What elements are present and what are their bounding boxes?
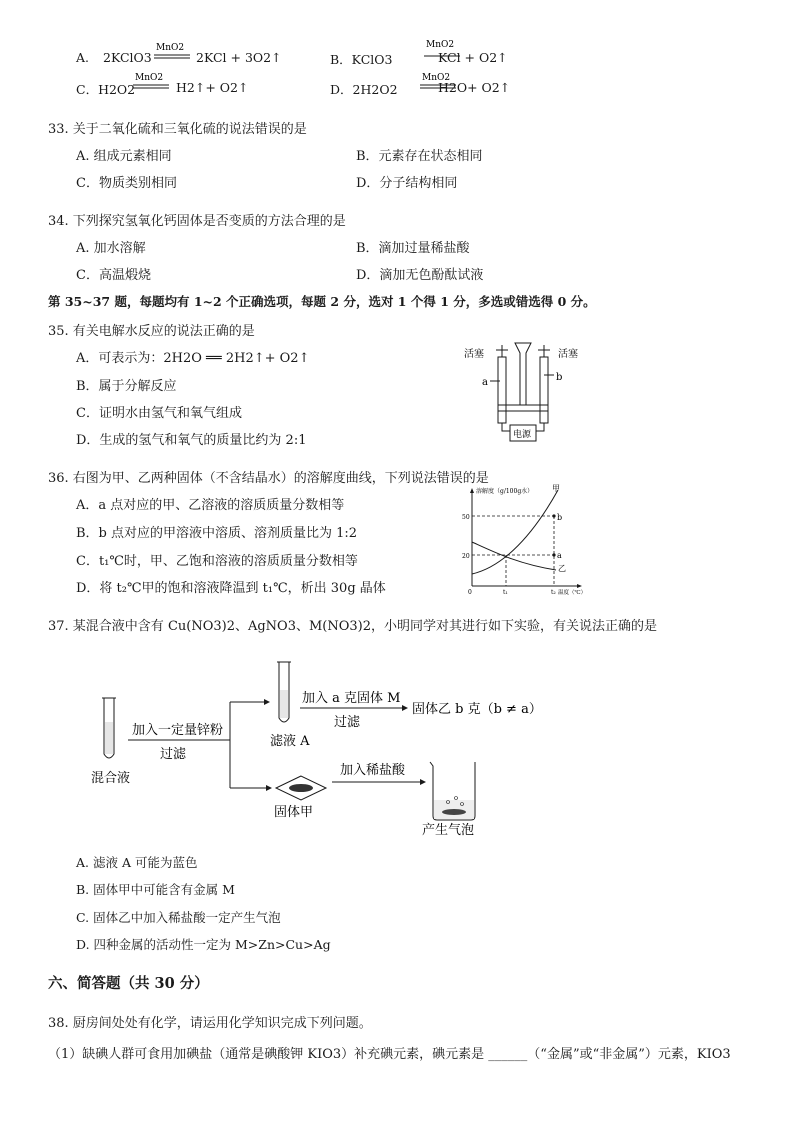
power-supply-label: 电源 [513,430,532,440]
q35-option-d: D．生成的氢气和氧气的质量比约为 2:1 [76,433,307,448]
q35-stem: 35. 有关电解水反应的说法正确的是 [48,324,255,339]
x-tick-0: 0 [468,589,472,596]
q32-option-a [76,50,152,65]
q33-option-c: C．物质类别相同 [76,176,177,191]
step2-top-label: 加入 a 克固体 M [302,691,401,706]
point-b-label: b [557,513,563,522]
solid-jia-label: 固体甲 [274,805,314,820]
q32-c-label: C．H2O2 [76,82,136,97]
q35-option-a: A．可表示为：2H2O ══ 2H2↑+ O2↑ [76,351,310,366]
q32-d-label: D．2H2O2 [330,82,398,97]
q32-a-catalyst: MnO2 [156,43,185,53]
tube-b-label: b [556,372,563,383]
section-6-heading: 六、简答题（共 30 分） [48,975,209,992]
q37-option-b: B. 固体甲中可能含有金属 M [76,882,235,897]
step1-bottom-label: 过滤 [160,747,187,762]
filtrate-label: 滤液 A [270,734,310,749]
q34-option-b: B．滴加过量稀盐酸 [356,241,470,256]
q32-a-arrow [154,40,190,66]
q32-d-catalyst: MnO2 [422,73,451,83]
q34-option-a: A. 加水溶解 [76,241,146,256]
q36-option-b: B．b 点对应的甲溶液中溶质、溶剂质量比为 1:2 [76,526,358,541]
valve-left-label: 活塞 [464,349,484,360]
valve-right-label: 活塞 [558,349,578,360]
q32-c-catalyst: MnO2 [135,73,164,83]
q37-option-d: D. 四种金属的活动性一定为 M>Zn>Cu>Ag [76,937,331,952]
step1-top-label: 加入一定量锌粉 [132,723,224,738]
q32-a-label: A. [76,50,90,65]
q33-option-d: D．分子结构相同 [356,176,458,191]
curve-jia-label: 甲 [552,484,560,493]
q32-a-left: 2KClO3 [103,50,152,65]
q36-stem: 36. 右图为甲、乙两种固体（不含结晶水）的溶解度曲线，下列说法错误的是 [48,471,489,486]
q33-option-b: B．元素存在状态相同 [356,149,483,164]
q38-stem: 38. 厨房间处处有化学，请运用化学知识完成下列问题。 [48,1016,372,1031]
y-tick-20: 20 [462,553,470,560]
q37-option-a: A. 滤液 A 可能为蓝色 [76,855,198,870]
tube-a-label: a [482,377,488,388]
q32-b-label: B．KClO3 [330,52,393,67]
q38-sub1: （1）缺碘人群可食用加碘盐（通常是碘酸钾 KIO3）补充碘元素，碘元素是 ______（“金属”或“非金属”）元素，KIO3 [48,1047,731,1062]
q36-option-d: D．将 t₂℃甲的饱和溶液降温到 t₁℃，析出 30g 晶体 [76,581,386,596]
point-a-label: a [557,551,562,560]
q37-stem: 37. 某混合液中含有 Cu(NO3)2、AgNO3、M(NO3)2，小明同学对其进行如下实验，有关说法正确的是 [48,619,658,634]
q36-option-a: A．a 点对应的甲、乙溶液的溶质质量分数相等 [76,498,345,513]
bubbles-label: 产生气泡 [422,823,475,838]
q36-option-c: C．t₁℃时，甲、乙饱和溶液的溶质质量分数相等 [76,554,358,569]
q32-a-right: 2KCl + 3O2↑ [196,50,282,65]
solubility-xlabel: 温度（℃） [558,590,587,596]
q32-c-arrow [133,70,169,96]
q37-option-c: C. 固体乙中加入稀盐酸一定产生气泡 [76,910,281,925]
step3-top-label: 加入稀盐酸 [340,763,406,778]
q33-stem: 33. 关于二氧化硫和三氧化硫的说法错误的是 [48,122,307,137]
q35-option-c: C．证明水由氢气和氧气组成 [76,406,242,421]
q34-option-c: C．高温煅烧 [76,268,151,283]
q34-stem: 34. 下列探究氢氧化钙固体是否变质的方法合理的是 [48,214,346,229]
x-tick-t1: t₁ [503,589,508,596]
x-tick-t2: t₂ [551,589,556,596]
q35-option-b: B．属于分解反应 [76,379,177,394]
electrolysis-apparatus [460,335,590,445]
q34-option-d: D．滴加无色酚酞试液 [356,268,484,283]
solubility-ylabel: 溶解度（g/100g水） [476,488,534,495]
step2-bottom-label: 过滤 [334,715,361,730]
q32-b-right: KCl + O2↑ [438,50,508,65]
y-tick-50: 50 [462,514,470,521]
solid-yi-label: 固体乙 b 克（b ≠ a） [412,702,542,717]
q33-option-a: A. 组成元素相同 [76,149,172,164]
q32-b-catalyst: MnO2 [426,40,455,50]
q32-c-right: H2↑+ O2↑ [176,80,249,95]
q37-flow-diagram [88,650,558,840]
section-instruction: 第 35~37 题，每题均有 1~2 个正确选项，每题 2 分，选对 1 个得 1 分，多选或错选得 0 分。 [48,294,596,309]
mixture-label: 混合液 [91,771,131,786]
curve-yi-label: 乙 [558,564,566,573]
solubility-curve-figure [458,484,588,596]
q32-d-right: H2O+ O2↑ [438,80,511,95]
